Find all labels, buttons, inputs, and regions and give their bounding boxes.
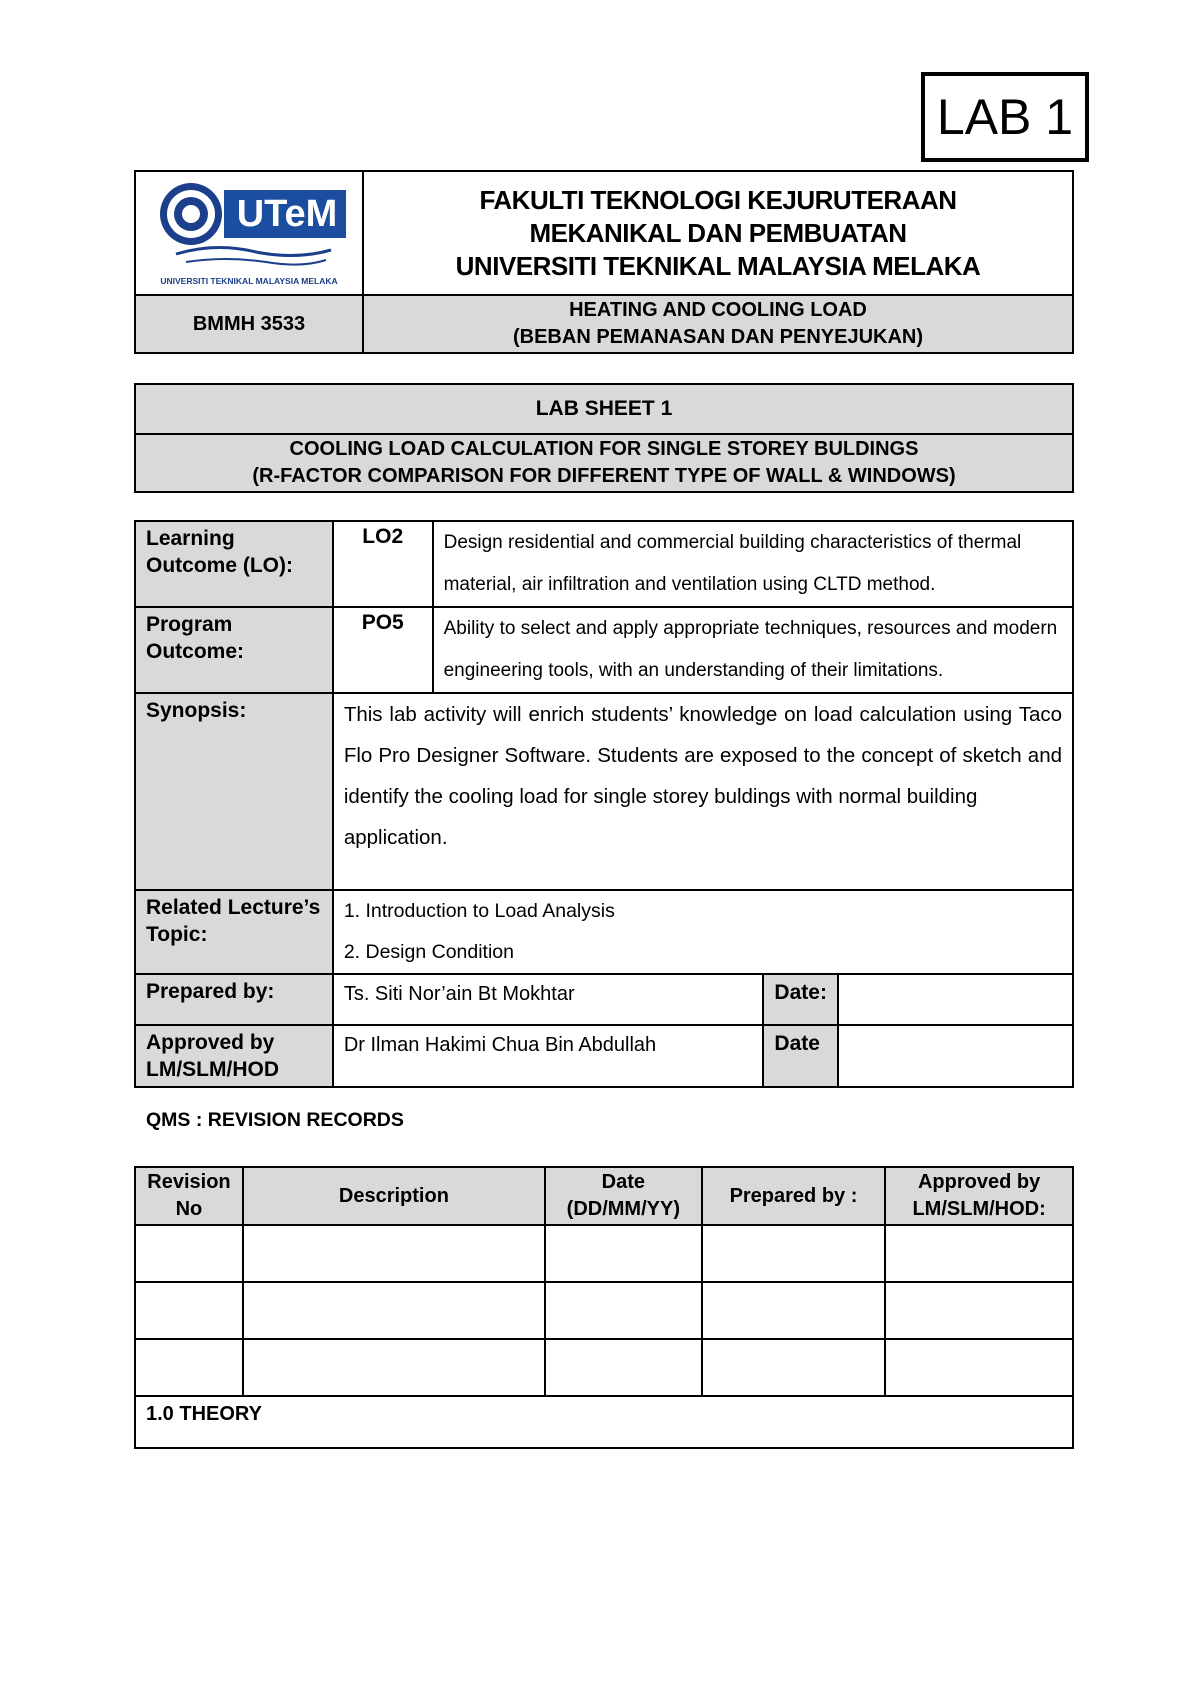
synopsis-label: Synopsis: — [135, 693, 333, 890]
faculty-line-3: UNIVERSITI TEKNIKAL MALAYSIA MELAKA — [455, 250, 981, 281]
faculty-line-2: MEKANIKAL DAN PEMBUATAN — [529, 217, 907, 248]
approved-date-label: Date — [763, 1025, 838, 1087]
revision-table — [134, 1166, 1074, 1449]
table-row — [135, 1282, 1073, 1339]
logo-wordmark: UTeM — [236, 193, 338, 235]
approved-label: Approved by LM/SLM/HOD — [135, 1025, 333, 1087]
logo-caption: UNIVERSITI TEKNIKAL MALAYSIA MELAKA — [160, 276, 338, 286]
faculty-cell — [363, 171, 1073, 295]
related-topics — [333, 890, 1073, 974]
rev-header-description: Description — [243, 1167, 545, 1225]
prepared-date-label: Date: — [763, 974, 838, 1025]
approved-date-value — [838, 1025, 1073, 1087]
approved-name: Dr Ilman Hakimi Chua Bin Abdullah — [333, 1025, 764, 1087]
qms-title: QMS : REVISION RECORDS — [146, 1109, 404, 1131]
subtitle-line-2: (R-FACTOR COMPARISON FOR DIFFERENT TYPE OF WALL & WINDOWS) — [252, 465, 956, 487]
theory-heading: 1.0 THEORY — [135, 1396, 1073, 1448]
prepared-label: Prepared by: — [135, 974, 333, 1025]
lo-label: Learning Outcome (LO): — [135, 521, 333, 607]
po-code: PO5 — [333, 607, 433, 693]
lab-badge-text: LAB 1 — [936, 89, 1074, 145]
lab-sheet-title: LAB SHEET 1 — [135, 384, 1073, 434]
info-table — [134, 520, 1074, 1088]
rev-header-approved: Approved by LM/SLM/HOD: — [885, 1167, 1073, 1225]
lab-badge — [921, 72, 1089, 162]
rev-header-no: Revision No — [135, 1167, 243, 1225]
synopsis-text: This lab activity will enrich students’ knowledge on load calculation using Taco Flo Pro Designer Software. Students are exposed to the concept of sketch and identify the cooling load for single storey buldings with normal building — [343, 703, 1062, 808]
course-title-line-1: HEATING AND COOLING LOAD — [569, 299, 867, 321]
synopsis-cell — [333, 693, 1073, 890]
rev-header-prepared: Prepared by : — [702, 1167, 886, 1225]
subtitle-line-1: COOLING LOAD CALCULATION FOR SINGLE STOREY BULDINGS — [289, 438, 919, 460]
lab-sheet-table — [134, 383, 1074, 493]
lo-description: Design residential and commercial building characteristics of thermal material, air infiltration and ventilation using CLTD method. — [433, 521, 1073, 607]
lab-sheet-subtitle — [135, 434, 1073, 492]
related-topic-1: 1. Introduction to Load Analysis — [343, 900, 615, 922]
header-table — [134, 170, 1074, 354]
course-title-line-2: (BEBAN PEMANASAN DAN PENYEJUKAN) — [512, 326, 924, 348]
lo-code: LO2 — [333, 521, 433, 607]
table-row — [135, 1225, 1073, 1282]
related-topic-2: 2. Design Condition — [343, 941, 514, 963]
prepared-name: Ts. Siti Nor’ain Bt Mokhtar — [333, 974, 764, 1025]
rev-header-date: Date (DD/MM/YY) — [545, 1167, 702, 1225]
logo-cell — [135, 171, 363, 295]
course-code: BMMH 3533 — [135, 295, 363, 353]
utem-logo — [136, 172, 362, 294]
po-description: Ability to select and apply appropriate techniques, resources and modern engineering tools, with an understanding of their limitations. — [433, 607, 1073, 693]
related-label: Related Lecture’s Topic: — [135, 890, 333, 974]
faculty-line-1: FAKULTI TEKNOLOGI KEJURUTERAAN — [479, 184, 957, 215]
po-label: Program Outcome: — [135, 607, 333, 693]
prepared-date-value — [838, 974, 1073, 1025]
synopsis-tail: application. — [343, 826, 448, 849]
course-title-cell — [363, 295, 1073, 353]
table-row — [135, 1339, 1073, 1396]
